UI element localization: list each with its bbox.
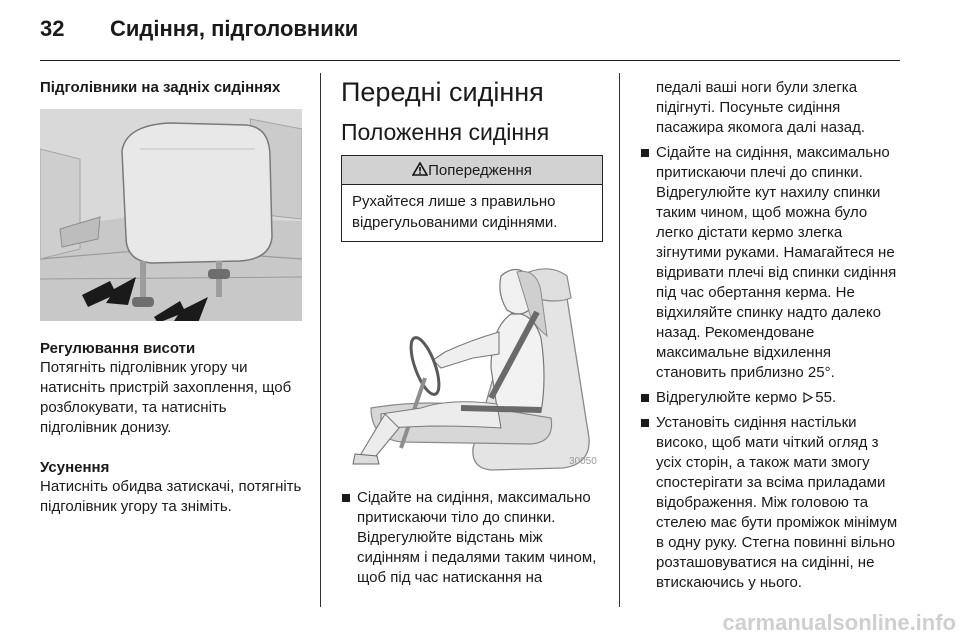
warning-triangle-icon bbox=[412, 162, 428, 176]
column-divider-2 bbox=[619, 73, 620, 607]
seat-position-subtitle: Положення сидіння bbox=[341, 119, 550, 145]
right-column bbox=[640, 78, 902, 593]
warning-heading: Попередження bbox=[428, 162, 532, 179]
height-adjustment-text: Потягніть підголівник угору чи натисніть пристрій захоплення, щоб розблокувати, та натисніть підголівник донизу. bbox=[40, 359, 292, 436]
driver-seating-illustration bbox=[341, 258, 603, 472]
front-seats-title: Передні сидіння bbox=[341, 77, 544, 107]
bullet-backrest: Сідайте на сидіння, максимально притискаючи плечі до спинки. Відрегулюйте кут нахилу спинки таким чином, щоб можна було легко дістати кермо злегка зігнутими руками. Намагайтеся не відривати плечі від спинки сидіння під час обертання керма. Не відхиляйте спинку надто далеко назад. Рекомендоване максимальне відхилення становить приблизно 25°. bbox=[640, 143, 902, 383]
continuation-text: педалі ваші ноги були злегка підігнуті. Посуньте сидіння пасажира якомога далі назад. bbox=[656, 79, 866, 136]
steering-page-ref: 55. bbox=[815, 389, 837, 406]
middle-column bbox=[341, 76, 603, 588]
bullet-seat-distance: Сідайте на сидіння, максимально притискаючи тіло до спинки. Відрегулюйте відстань між сидінням і педалями таким чином, щоб під час натискання на bbox=[341, 488, 603, 588]
removal-heading: Усунення bbox=[40, 459, 110, 476]
left-column bbox=[40, 78, 302, 517]
height-adjustment-heading: Регулювання висоти bbox=[40, 340, 196, 357]
bullet-steering-text: Відрегулюйте кермо bbox=[656, 389, 798, 406]
page-header bbox=[40, 16, 358, 42]
bullet-seat-height: Установіть сидіння настільки високо, щоб мати чіткий огляд з усіх сторін, а також мати змогу спостерігати за всіма приладами відображення. Між головою та стелею має бути проміжок мінімум в одну руку. Стегна повинні вільно розташовуватися на сидінні, не втискаючись у нього. bbox=[640, 413, 902, 593]
watermark: carmanualsonline.info bbox=[722, 610, 956, 635]
page-reference-arrow-icon bbox=[803, 392, 813, 403]
column-divider-1 bbox=[320, 73, 321, 607]
removal-text: Натисніть обидва затискачі, потягніть підголівник угору та зніміть. bbox=[40, 478, 302, 515]
bullet-steering bbox=[640, 388, 902, 408]
warning-header bbox=[342, 156, 602, 185]
header-rule bbox=[40, 60, 900, 61]
rear-headrests-heading: Підголівники на задніх сидіннях bbox=[40, 79, 281, 96]
middle-bullet-list bbox=[341, 488, 603, 588]
figure-code: 30050 bbox=[569, 456, 597, 467]
warning-box bbox=[341, 155, 603, 242]
warning-text: Рухайтеся лише з правильно відрегульованими сидіннями. bbox=[352, 193, 558, 231]
right-bullet-list bbox=[640, 143, 902, 593]
page-number: 32 bbox=[40, 16, 65, 41]
headrest-illustration bbox=[40, 109, 302, 321]
page-title: Сидіння, підголовники bbox=[110, 16, 359, 41]
